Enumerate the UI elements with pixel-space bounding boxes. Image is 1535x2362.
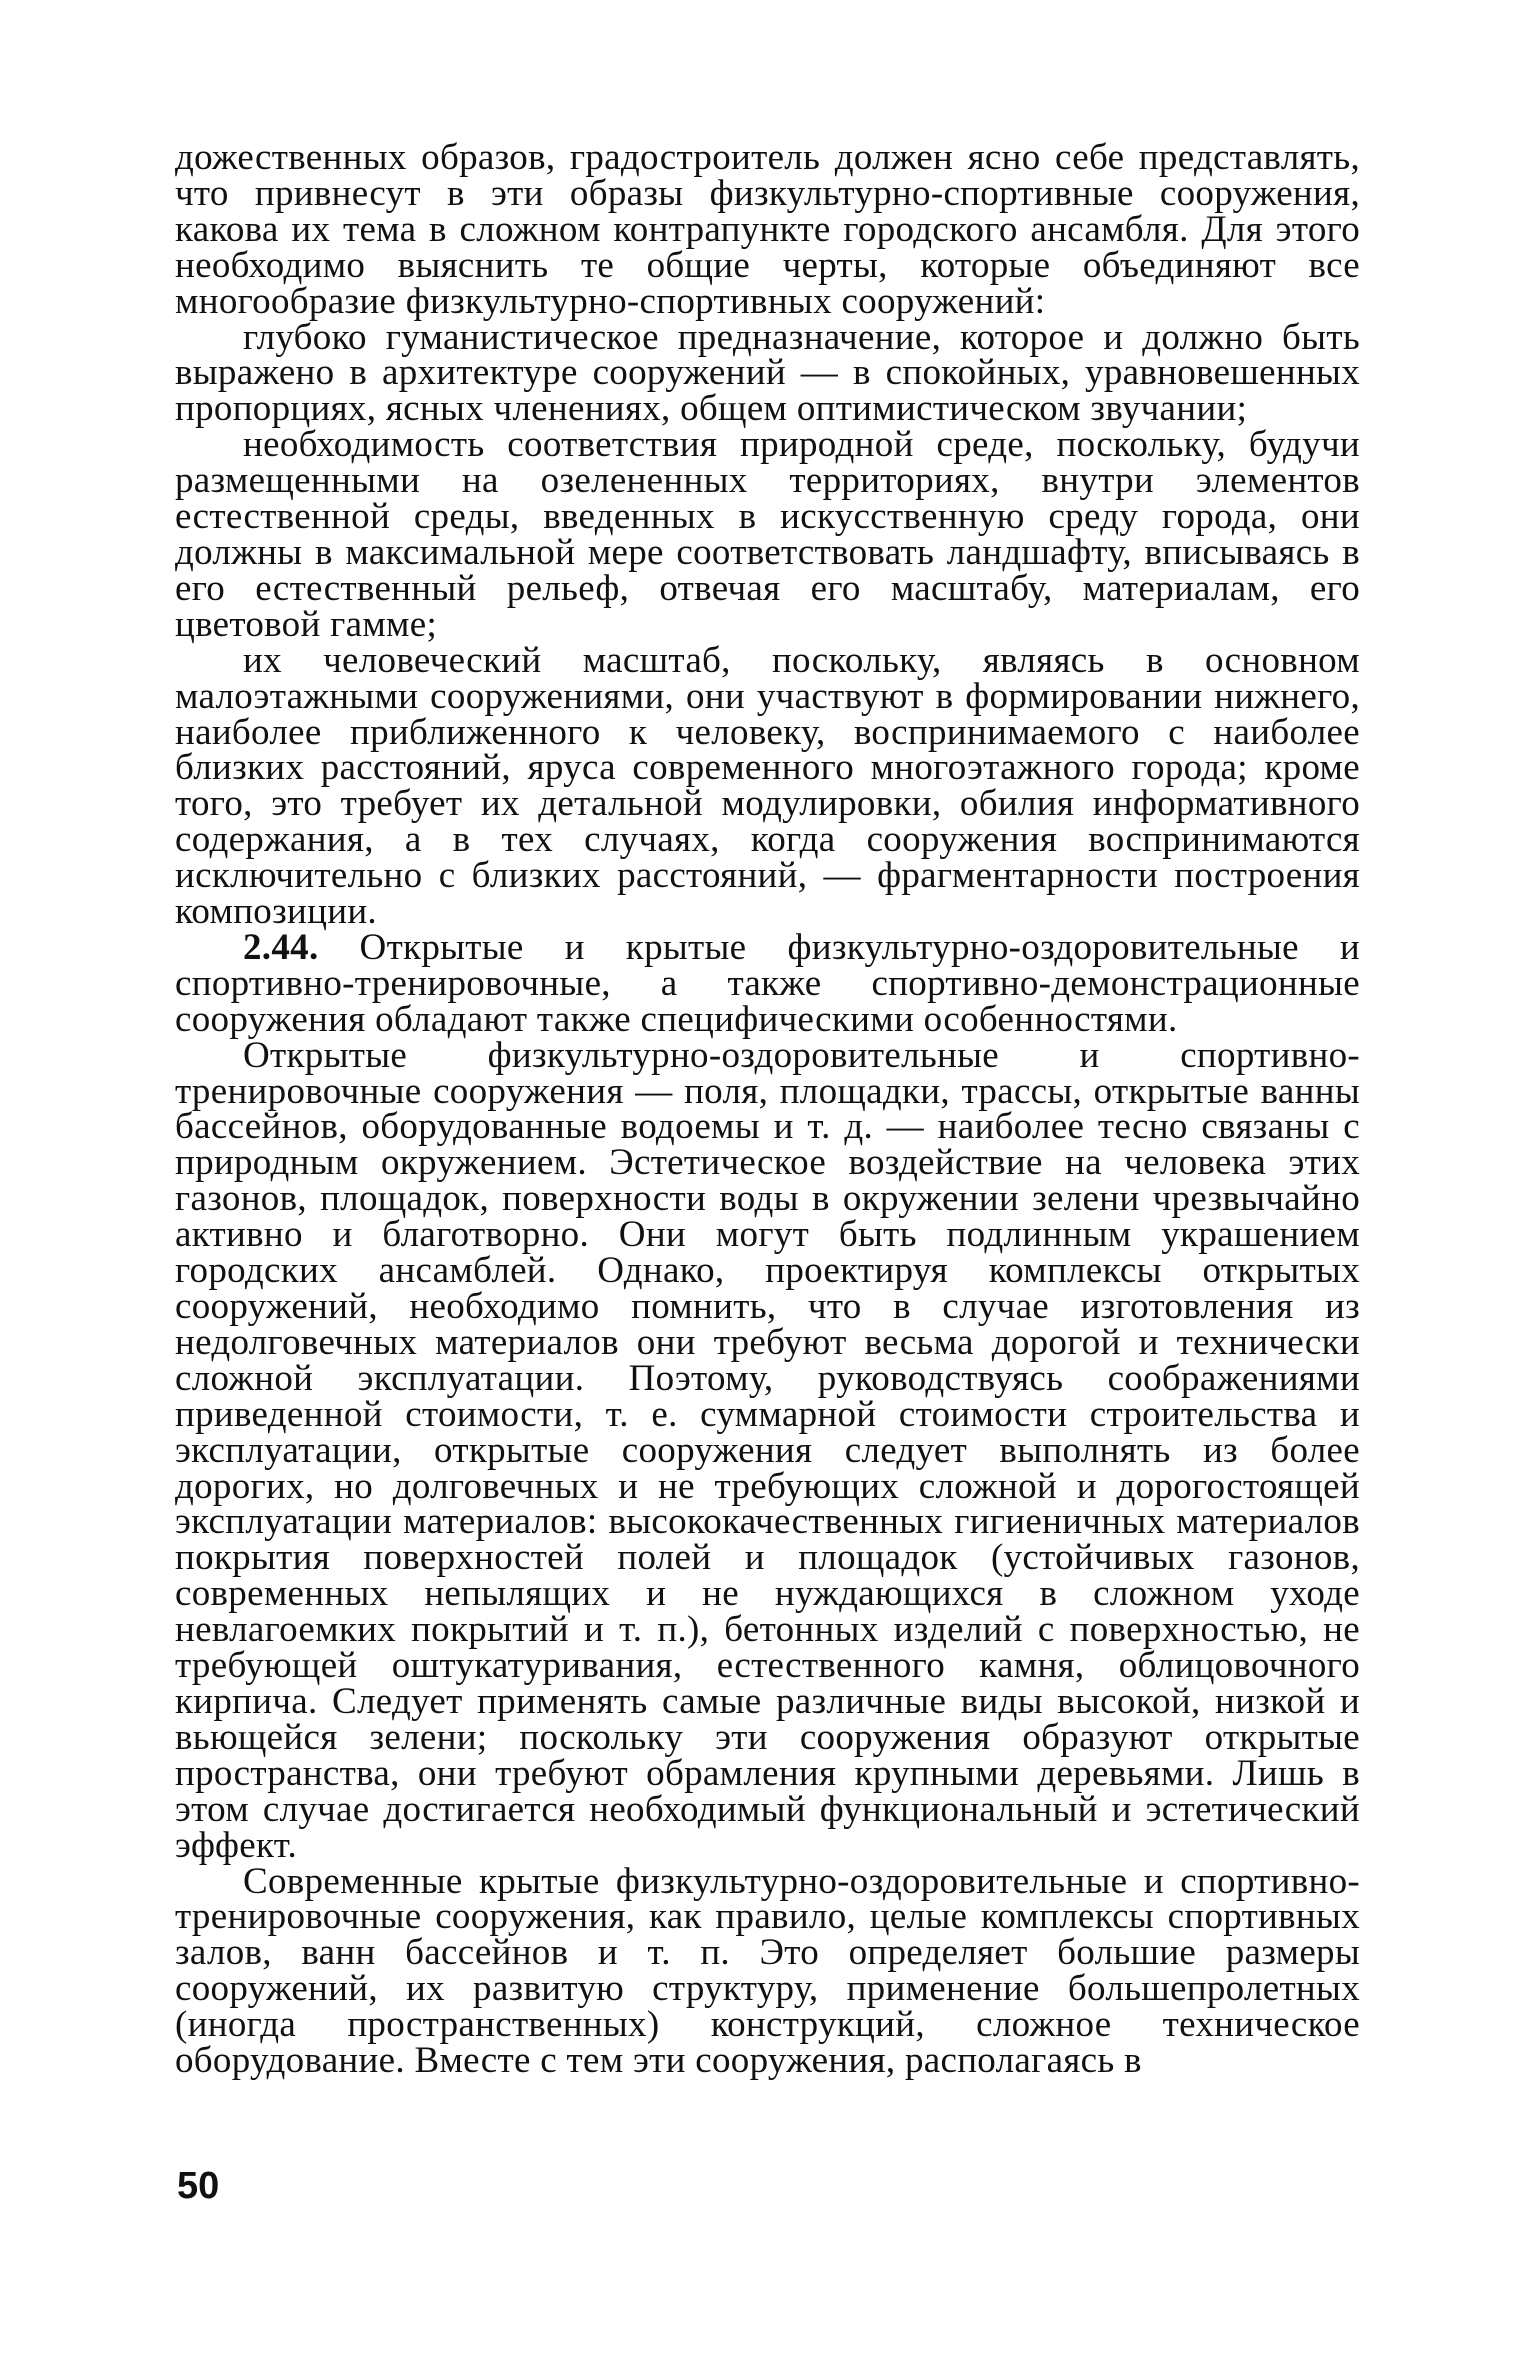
section-text: Открытые и крытые физкультурно-оздоровительные и спортивно-тренировочные, а также спортивно-демонстрационные сооружения обладают также специфическими особенностями.: [175, 926, 1360, 1040]
paragraph: необходимость соответствия природной среде, поскольку, будучи размещенными на озелененных территориях, внутри элементов естественной среды, введенных в искусственную среду города, они должны в максимальной мере соответствовать ландшафту, вписываясь в его естественный рельеф, отвечая его масштабу, материалам, его цветовой гамме;: [175, 424, 1360, 645]
body-text: [175, 137, 1360, 2082]
section-paragraph: [175, 926, 1360, 1040]
paragraph: Современные крытые физкультурно-оздоровительные и спортивно-тренировочные сооружения, как правило, целые комплексы спортивных залов, ванн бассейнов и т. п. Это определяет большие размеры сооружений, их развитую структуру, применение большепролетных (иногда пространственных) конструкций, сложное техническое оборудование. Вместе с тем эти сооружения, располагаясь в: [175, 1860, 1360, 2082]
paragraph: их человеческий масштаб, поскольку, являясь в основном малоэтажными сооружениями, они участвуют в формировании нижнего, наиболее приближенного к человеку, воспринимаемого с наиболее близких расстояний, яруса современного многоэтажного города; кроме того, это требует их детальной модулировки, обилия информативного содержания, а в тех случаях, когда сооружения воспринимаются исключительно с близких расстояний, — фрагментарности построения композиции.: [175, 639, 1360, 933]
paragraph: глубоко гуманистическое предназначение, которое и должно быть выражено в архитектуре сооружений — в спокойных, уравновешенных пропорциях, ясных членениях, общем оптимистическом звучании;: [175, 316, 1360, 430]
page-number: 50: [177, 2165, 220, 2207]
paragraph: Открытые физкультурно-оздоровительные и спортивно-тренировочные сооружения — поля, площадки, трассы, открытые ванны бассейнов, оборудованные водоемы и т. д. — наиболее тесно связаны с природным окружением. Эстетическое воздействие на человека этих газонов, площадок, поверхности воды в окружении зелени чрезвычайно активно и благотворно. Они могут быть подлинным украшением городских ансамблей. Однако, проектируя комплексы открытых сооружений, необходимо помнить, что в случае изготовления из недолговечных материалов они требуют весьма дорогой и технически сложной эксплуатации. Поэтому, руководствуясь соображениями приведенной стоимости, т. е. суммарной стоимости строительства и эксплуатации, открытые сооружения следует выполнять из более дорогих, но долговечных и не требующих сложной и дорогостоящей эксплуатации материалов: высококачественных гигиеничных материалов покрытия поверхностей полей и площадок (устойчивых газонов, современных непылящих и не нуждающихся в сложном уходе невлагоемких покрытий и т. п.), бетонных изделий с поверхностью, не требующей оштукатуривания, естественного камня, облицовочного кирпича. Следует применять самые различные виды высокой, низкой и вьющейся зелени; поскольку эти сооружения образуют открытые пространства, они требуют обрамления крупными деревьями. Лишь в этом случае достигается необходимый функциональный и эстетический эффект.: [175, 1034, 1360, 1866]
paragraph: дожественных образов, градостроитель должен ясно себе представлять, что привнесут в эти образы физкультурно-спортивные сооружения, какова их тема в сложном контрапункте городского ансамбля. Для этого необходимо выяснить те общие черты, которые объединяют все многообразие физкультурно-спортивных сооружений:: [175, 137, 1360, 322]
section-number: 2.44.: [243, 926, 319, 968]
